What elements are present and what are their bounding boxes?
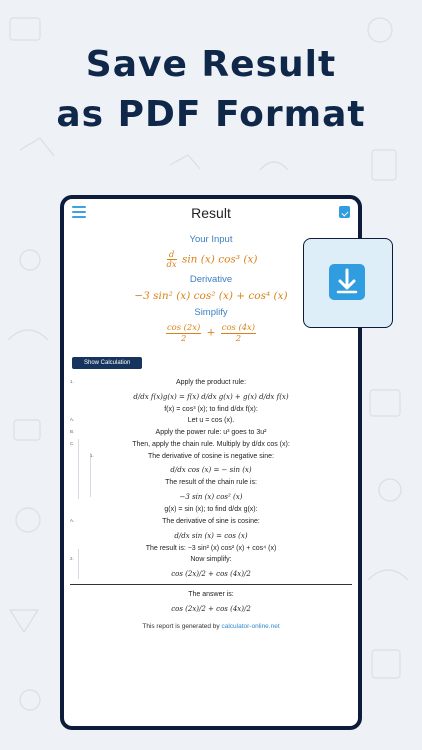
product-rule-formula: d/dx f(x)g(x) = f(x) d/dx g(x) + g(x) d/dx f(x): [133, 392, 289, 401]
report-footer: This report is generated by calculator-online.net: [142, 622, 280, 630]
cos-derivative-text: The derivative of cosine is negative sine:: [147, 452, 275, 460]
now-simplify-text: Now simplify:: [190, 556, 232, 564]
simplified-formula: cos (2x)/2 + cos (4x)/2: [171, 570, 251, 579]
step-marker-a2: A.: [70, 517, 75, 523]
g-definition: g(x) = sin (x); to find d/dx g(x):: [164, 506, 258, 514]
pdf-download-badge: [303, 238, 393, 328]
answer-formula: cos (2x)/2 + cos (4x)/2: [171, 604, 251, 613]
product-rule-text: Apply the product rule:: [175, 378, 247, 386]
sin-derivative-text: The derivative of sine is cosine:: [162, 517, 260, 525]
input-expression: $\frac{d}{dx}$ sin (x) cos³ (x): [166, 249, 258, 270]
derivative-label: Derivative: [189, 274, 233, 286]
screen-title: Result: [191, 205, 231, 221]
chain-result-text: The result of the chain rule is:: [165, 479, 257, 487]
step-marker-1b: 1.: [90, 452, 94, 458]
download-arrow-icon: [329, 264, 365, 300]
calculation-steps: [70, 379, 352, 630]
f-definition: f(x) = cos³ (x); to find d/dx f(x):: [164, 405, 258, 413]
promo-headline: [0, 40, 422, 140]
step-marker-c: C.: [70, 440, 75, 446]
let-u-text: Let u = cos (x).: [187, 417, 235, 425]
derivative-expression: −3 sin² (x) cos² (x) + cos⁴ (x): [134, 290, 288, 303]
step-marker-a: A.: [70, 417, 75, 423]
app-topbar: [64, 199, 358, 229]
step-marker-2: 2.: [70, 556, 74, 562]
cos-derivative-formula: d/dx cos (x) = − sin (x): [170, 466, 252, 475]
calculator-online-link[interactable]: calculator-online.net: [221, 622, 280, 630]
headline-line-1: Save Result: [85, 44, 337, 85]
show-calculation-button[interactable]: Show Calculation: [72, 357, 142, 369]
step-marker-b: B.: [70, 429, 75, 435]
step-marker-1: 1.: [70, 378, 74, 384]
answer-label: The answer is:: [188, 591, 234, 599]
save-pdf-icon[interactable]: [339, 206, 350, 218]
simplify-label: Simplify: [194, 307, 228, 319]
power-rule-text: Apply the power rule: u³ goes to 3u²: [155, 429, 267, 437]
your-input-label: Your Input: [189, 234, 233, 245]
simplify-expression: $\frac{\cos (2x)}{2}$ + $\frac{\cos (4x)}{2}$: [166, 322, 256, 343]
headline-line-2: as PDF Format: [56, 94, 366, 135]
sin-derivative-formula: d/dx sin (x) = cos (x): [174, 531, 248, 540]
chain-result-formula: −3 sin (x) cos² (x): [179, 493, 243, 502]
answer-divider: [70, 584, 352, 585]
chain-rule-text: Then, apply the chain rule. Multiply by d/dx cos (x):: [132, 440, 290, 448]
result-text: The result is: −3 sin² (x) cos² (x) + cos⁴ (x): [145, 544, 277, 552]
